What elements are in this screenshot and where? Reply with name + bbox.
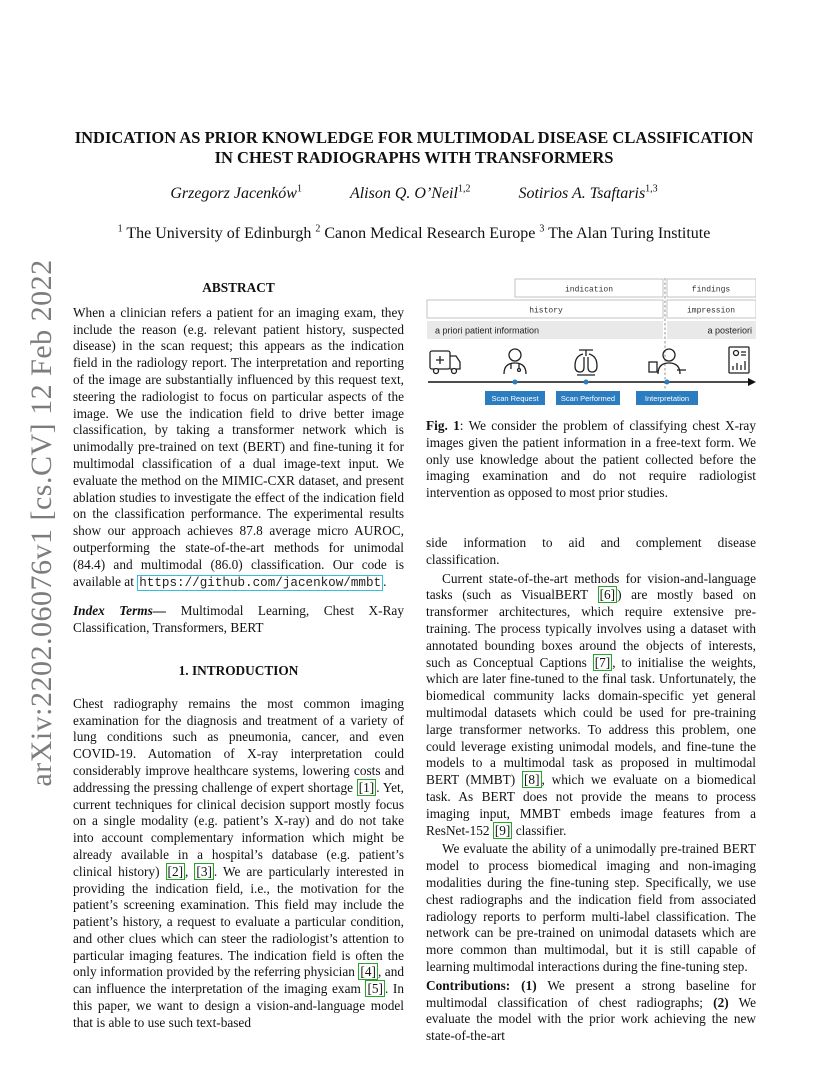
abstract-heading: ABSTRACT	[202, 280, 275, 295]
contributions-paragraph: Contributions: (1) We present a strong baseline for multimodal classification of chest radiographs; (2) We evaluate the model with the prior work achieving the new state-of-the-art	[426, 977, 757, 1044]
timeline-marker	[584, 380, 589, 385]
author: Alison Q. O’Neil$^{1,2}$	[349, 183, 471, 202]
continued-paragraph: side information to aid and complement disease classification.	[426, 535, 756, 567]
interpretation-label: Interpretation	[644, 394, 690, 403]
author: Grzegorz Jacenków$^1$	[170, 183, 302, 202]
abstract-body: When a clinician refers a patient for an imaging exam, they include the reason (e.g. relevant patient history, suspected disease) in the scan request; this appears as the indication field in the radiology report. The interpretation and reporting of the image are substantially influenced by this request text, steering the radiologist to focus on particular aspects of the image. We use the indication field to drive better image classification, by taking a transformer network which is unimodally pre-trained on text (BERT) and fine-tuning it for multimodal classification of a dual image-text input. We evaluate the method on the MIMIC-CXR dataset, and present ablation studies to investigate the effect of the indication field on the classification performance. The experimental results show our approach achieves 87.8 average micro AUROC, outperforming the state-of-the-art methods for unimodal (84.4) and multimodal (86.0) classification. Our code is available at https://github.com/jacenkow/mmbt .	[73, 304, 404, 590]
title-line-2: IN CHEST RADIOGRAPHS WITH TRANSFORMERS	[214, 148, 614, 167]
report-icon	[729, 347, 749, 373]
citation[interactable]: [4]	[360, 964, 376, 980]
citation[interactable]: [9]	[494, 822, 511, 838]
citation[interactable]: [2]	[167, 863, 184, 879]
intro-heading: 1. INTRODUCTION	[178, 662, 299, 678]
title-line-1: INDICATION AS PRIOR KNOWLEDGE FOR MULTIMODAL DISEASE CLASSIFICATION	[74, 128, 754, 147]
paragraph: Current state-of-the-art methods for vision-and-language tasks (such as VisualBERT [6] ) are mostly based on transformer architectures, which require extensive pre-training. The process typically involves using a dataset with annotated bounding boxes around the objects of interests, such as Conceptual Captions [7] , to initialise the weights, which are later fine-tuned to the final task. Unfortunately, the biomedical community lacks domain-specific yet general multimodal datasets which could be used for pre-training large transformer networks. To address this problem, one could leverage existing unimodal models, and fine-tune the models to a multimodal task as proposed in multimodal BERT (MMBT) [8] , which we evaluate on a biomedical task. As BERT does not provide the means to process imaging input, MMBT embeds image features from a ResNet-152 [9] classifier.	[426, 570, 757, 838]
radiologist-icon	[649, 349, 686, 374]
paper-title	[60, 128, 768, 168]
affiliations: $^1$ The University of Edinburgh $^2$ Canon Medical Research Europe $^3$ The Alan Turing Institute	[117, 223, 711, 242]
figure-caption: Fig. 1: We consider the problem of classifying chest X-ray images given the patient information in a free-text form. We only use knowledge about the patient collected before the imaging examination and do not require radiologist intervention as opposed to most prior studies.	[426, 418, 756, 501]
citation[interactable]: [7]	[594, 654, 611, 670]
timeline-marker	[513, 380, 518, 385]
doctor-icon	[504, 349, 526, 374]
indication-label: indication	[564, 285, 614, 295]
paragraph: We evaluate the ability of a unimodally pre-trained BERT model to process biomedical imaging and non-imaging modalities during the fine-tuning step. Specifically, we use chest radiographs and the indication field from associated radiology reports to perform multi-label classification. The network can be pre-trained on unimodal datasets which are more common than multimodal, but it is still capable of learning multimodal interactions during the fine-tuning step.	[426, 841, 756, 974]
author: Sotirios A. Tsaftaris$^{1,3}$	[518, 183, 658, 202]
timeline-marker	[665, 380, 670, 385]
author-list	[60, 185, 768, 203]
lungs-scan-icon	[575, 350, 597, 375]
citation[interactable]: [8]	[524, 772, 540, 788]
right-column	[426, 535, 756, 1045]
citation[interactable]: [3]	[196, 863, 212, 879]
findings-label: findings	[691, 285, 731, 295]
scan-request-label: Scan Request	[491, 394, 539, 403]
arxiv-stamp: arXiv:2202.06076v1 [cs.CV] 12 Feb 2022	[25, 259, 58, 787]
history-label: history	[529, 306, 563, 316]
code-link[interactable]: https://github.com/jacenkow/mmbt	[139, 575, 382, 590]
ambulance-icon	[430, 351, 460, 374]
index-terms: Index Terms— Multimodal Learning, Chest X-Ray Classification, Transformers, BERT	[73, 603, 404, 636]
citation[interactable]: [6]	[599, 587, 616, 603]
intro-paragraph: Chest radiography remains the most common imaging examination for the diagnosis and treatment of a variety of lung conditions such as pneumonia, cancer, and even COVID-19. Automation of X-ray interpretation could considerably improve healthcare systems, lowering costs and addressing the pressing challenge of expert shortage [1] . Yet, current techniques for clinical decision support mostly focus on a single modality (e.g. patient’s X-ray) and do not take into account complementary information which might be already available in a hospital’s database (e.g. patient’s clinical history) [2] , [3] . We are particularly interested in providing the indication field, i.e., the motivation for the patient’s screening examination. This field may include the patient’s history, a request to evaluate a particular condition, and other clues which can steer the radiologist’s attention to particular imaging features. The indication field is often the only information provided by the referring physician [4] , and can influence the interpretation of the imaging exam [5] . In this paper, we want to design a vision-and-language model that is able to use such text-based	[73, 695, 404, 1030]
a-posteriori-label: a posteriori	[707, 325, 752, 336]
timeline-arrowhead	[748, 378, 756, 386]
a-priori-label: a priori patient information	[435, 325, 540, 336]
impression-label: impression	[686, 306, 736, 316]
left-column	[73, 280, 404, 1032]
citation[interactable]: [1]	[358, 779, 375, 795]
scan-performed-label: Scan Performed	[560, 394, 616, 403]
citation[interactable]: [5]	[367, 981, 383, 997]
figure-1	[426, 278, 756, 410]
